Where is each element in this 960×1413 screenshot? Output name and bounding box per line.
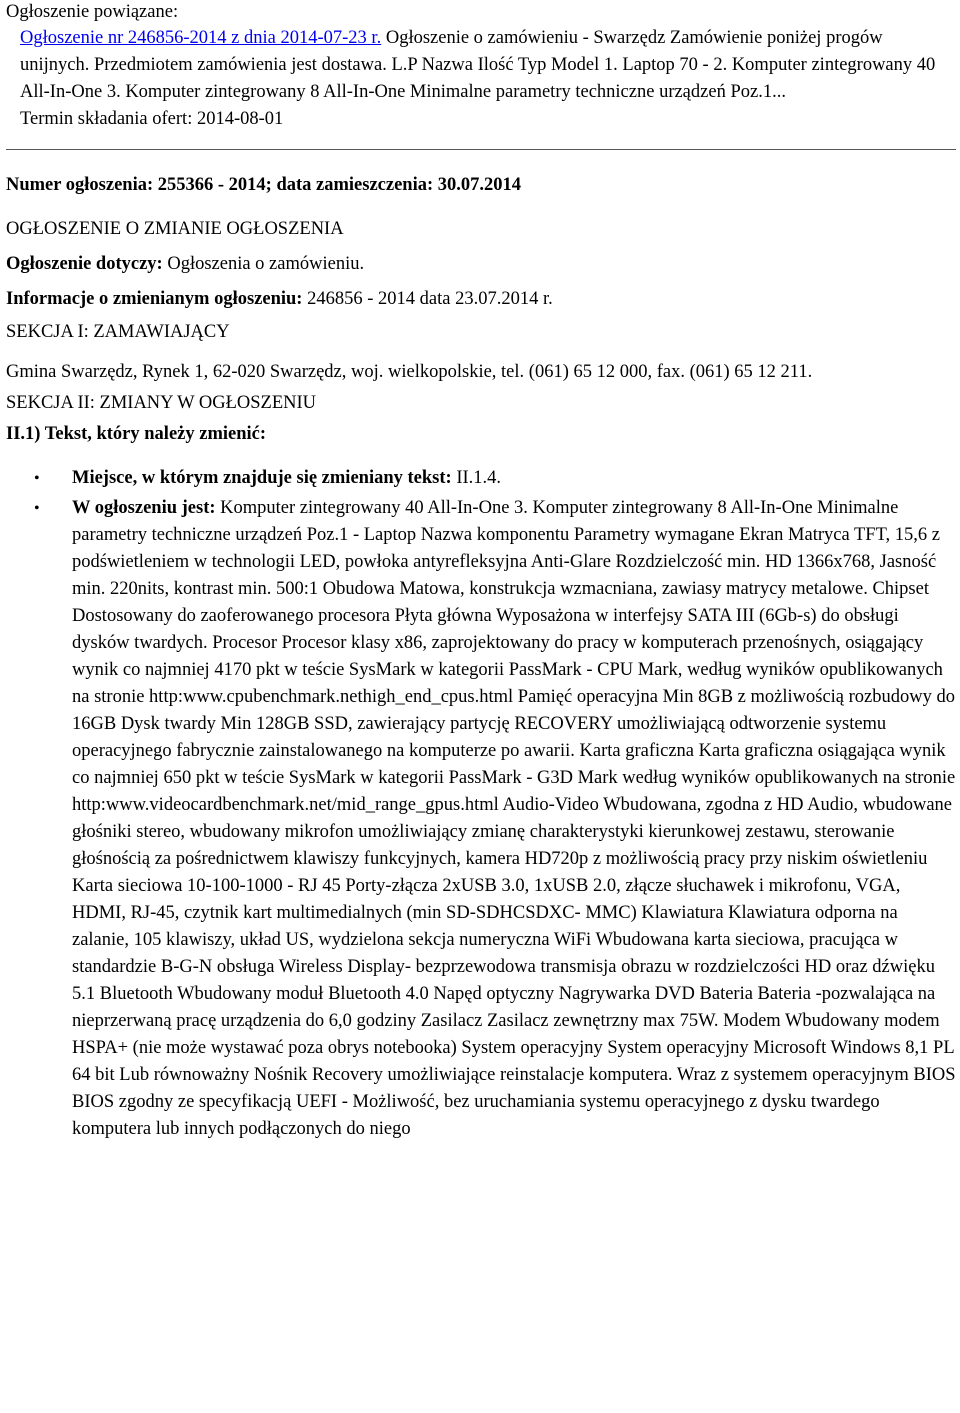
related-announcement-link[interactable]: Ogłoszenie nr 246856-2014 z dnia 2014-07-23 r.: [20, 28, 382, 48]
separator-rule: [6, 149, 956, 150]
announcement-number: Numer ogłoszenia: 255366 - 2014; data zamieszczenia: 30.07.2014: [6, 175, 522, 195]
related-deadline: Termin składania ofert: 2014-08-01: [20, 109, 284, 129]
announcement-concerns: [6, 251, 960, 278]
change-location-label: Miejsce, w którym znajduje się zmieniany tekst:: [72, 468, 452, 488]
list-item: [6, 465, 957, 492]
section-2-title: SEKCJA II: ZMIANY W OGŁOSZENIU: [6, 393, 317, 413]
related-announcement: [20, 25, 950, 133]
related-label: Ogłoszenie powiązane:: [6, 2, 179, 22]
section-2-subtitle: II.1) Tekst, który należy zmienić:: [6, 424, 267, 444]
contracting-authority-address: Gmina Swarzędz, Rynek 1, 62-020 Swarzędz, woj. wielkopolskie, tel. (061) 65 12 000, fax. (061) 65 12 211.: [6, 362, 813, 382]
changed-announcement-info: [6, 286, 960, 313]
changes-list: [6, 465, 960, 1143]
current-text-label: W ogłoszeniu jest:: [72, 498, 216, 518]
related-summary: Ogłoszenie o zamówieniu - Swarzędz Zamówienie poniżej progów unijnych. Przedmiotem zamówienia jest dostawa. L.P Nazwa Ilość Typ Model 1. Laptop 70 - 2. Komputer zintegrowany 40 All-In-One 3. Komputer zintegrowany 8 All-In-One Minimalne parametry techniczne urządzeń Poz.1...: [20, 28, 936, 102]
section-1-title: SEKCJA I: ZAMAWIAJĄCY: [6, 322, 230, 342]
concerns-label: Ogłoszenie dotyczy:: [6, 254, 163, 274]
announcement-title: OGŁOSZENIE O ZMIANIE OGŁOSZENIA: [6, 219, 344, 239]
list-item: [6, 495, 957, 1143]
change-location-value: II.1.4.: [456, 468, 502, 488]
bullet-icon: •: [34, 500, 40, 517]
info-value: 246856 - 2014 data 23.07.2014 r.: [307, 289, 553, 309]
bullet-icon: •: [34, 470, 40, 487]
concerns-value: Ogłoszenia o zamówieniu.: [167, 254, 365, 274]
current-text-value: Komputer zintegrowany 40 All-In-One 3. Komputer zintegrowany 8 All-In-One Minimalne parametry techniczne urządzeń Poz.1 - Laptop Nazwa komponentu Parametry wymagane Ekran Matryca TFT, 15,6 z podświetleniem w technologii LED, powłoka antyrefleksyjna Anti-Glare Rozdzielczość min. HD 1366x768, Jasność min. 220nits, kontrast min. 500:1 Obudowa Matowa, konstrukcja wzmacniana, zawiasy matrycy metalowe. Chipset Dostosowany do zaoferowanego procesora Płyta główna Wyposażona w interfejsy SATA III (6Gb-s) do obsługi dysków twardych. Procesor Procesor klasy x86, zaprojektowany do pracy w komputerach przenośnych, osiągający wynik co najmniej 4170 pkt w teście SysMark w kategorii PassMark - CPU Mark, według wyników opublikowanych na stronie http:www.cpubenchmark.nethigh_end_cpus.html Pamięć operacyjna Min 8GB z możliwością rozbudowy do 16GB Dysk twardy Min 128GB SSD, zawierający partycję RECOVERY umożliwiającą odtworzenie systemu operacyjnego fabrycznie zainstalowanego na komputerze po awarii. Karta graficzna Karta graficzna osiągająca wynik co najmniej 650 pkt w teście SysMark w kategorii PassMark - G3D Mark według wyników opublikowanych na stronie http:www.videocardbenchmark.net/mid_range_gpus.html Audio-Video Wbudowana, zgodna z HD Audio, wbudowane głośniki stereo, wbudowany mikrofon umożliwiający zmianę charakterystyki kierunkowej zestawu, sterowanie głośnością za pośrednictwem klawiszy funkcyjnych, kamera HD720p z możliwością pracy przy niskim oświetleniu Karta sieciowa 10-100-1000 - RJ 45 Porty-złącza 2xUSB 3.0, 1xUSB 2.0, złącze słuchawek i mikrofonu, VGA, HDMI, RJ-45, czytnik kart multimedialnych (min SD-SDHCSDXC- MMC) Klawiatura Klawiatura odporna na zalanie, 105 klawiszy, układ US, wydzielona sekcja numeryczna WiFi Wbudowana karta sieciowa, pracująca w standardzie B-G-N obsługa Wireless Display- bezprzewodowa transmisja obrazu w rozdzielczości HD oraz dźwięku 5.1 Bluetooth Wbudowany moduł Bluetooth 4.0 Napęd optyczny Nagrywarka DVD Bateria Bateria -pozwalająca na nieprzerwaną pracę urządzenia do 6,0 godziny Zasilacz Zasilacz zewnętrzny max 75W. Modem Wbudowany modem HSPA+ (nie może wystawać poza obrys notebooka) System operacyjny System operacyjny Microsoft Windows 8,1 PL 64 bit Lub równoważny Nośnik Recovery umożliwiające reinstalacje komputera. Wraz z systemem operacyjnym BIOS BIOS zgodny ze specyfikacją UEFI - Możliwość, bez uruchamiania systemu operacyjnego z dysku twardego komputera lub innych podłączonych do niego: [72, 498, 956, 1139]
info-label: Informacje o zmienianym ogłoszeniu:: [6, 289, 303, 309]
